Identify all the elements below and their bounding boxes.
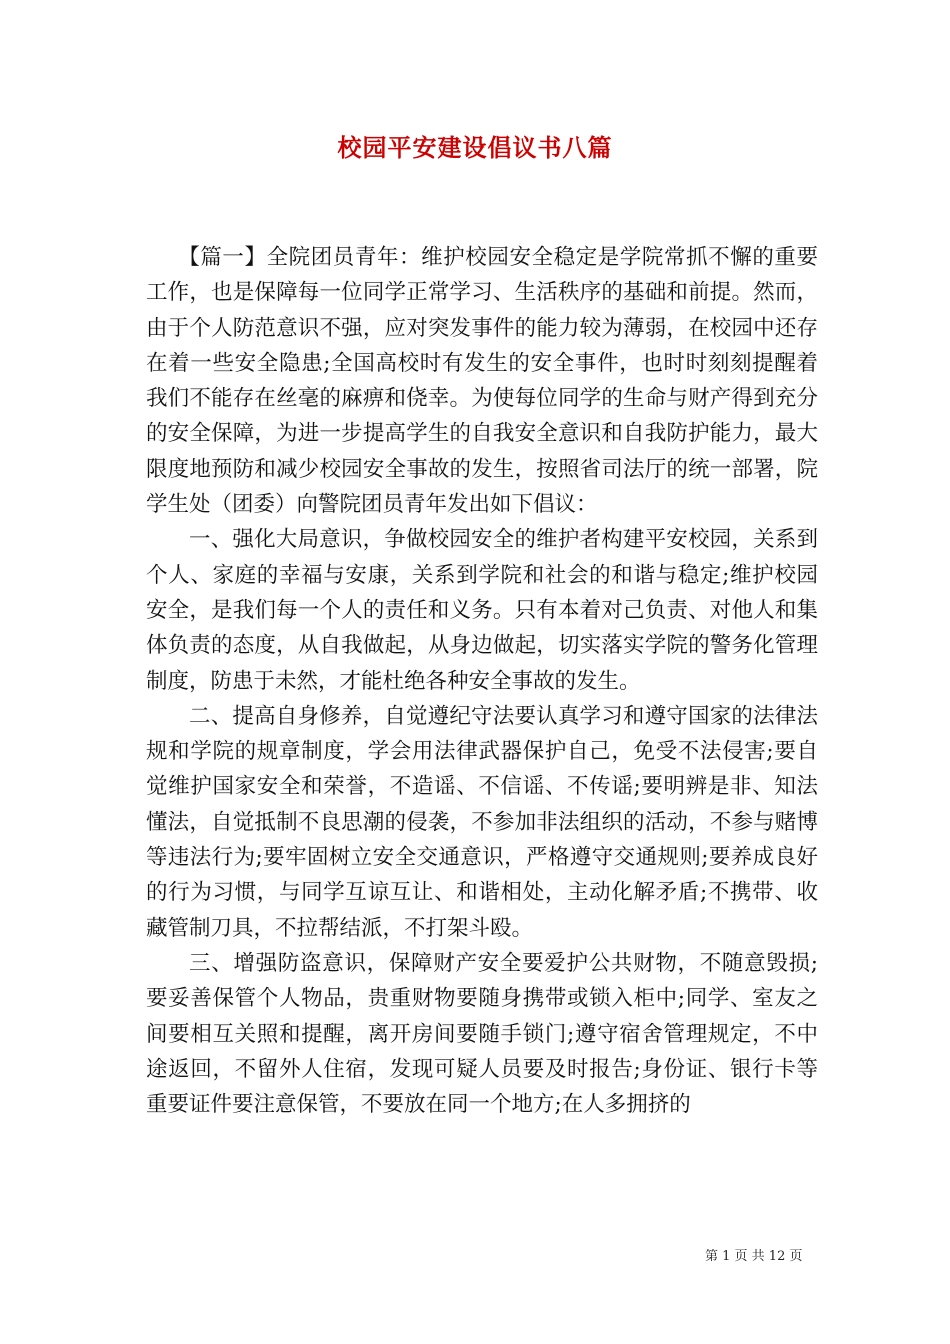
paragraph-intro: 【篇一】全院团员青年：维护校园安全稳定是学院常抓不懈的重要工作，也是保障每一位同学正常学习、生活秩序的基础和前提。然而，由于个人防范意识不强，应对突发事件的能力较为薄弱，在校园中还存在着一些安全隐患;全国高校时有发生的安全事件，也时时刻刻提醒着我们不能存在丝毫的麻痹和侥幸。为使每位同学的生命与财产得到充分的安全保障，为进一步提高学生的自我安全意识和自我防护能力，最大限度地预防和减少校园安全事故的发生，按照省司法厅的统一部署，院学生处（团委）向警院团员青年发出如下倡议： bbox=[146, 245, 818, 518]
document-title: 校园平安建设倡议书八篇 bbox=[337, 133, 613, 162]
page-number-footer: 第 1 页 共 12 页 bbox=[705, 1249, 803, 1264]
paragraph-point-two: 二、提高自身修养，自觉遵纪守法要认真学习和遵守国家的法律法规和学院的规章制度，学会用法律武器保护自己，免受不法侵害;要自觉维护国家安全和荣誉，不造谣、不信谣、不传谣;要明辨是非、知法懂法，自觉抵制不良思潮的侵袭，不参加非法组织的活动，不参与赌博等违法行为;要牢固树立安全交通意识，严格遵守交通规则;要养成良好的行为习惯，与同学互谅互让、和谐相处，主动化解矛盾;不携带、收藏管制刀具，不拉帮结派，不打架斗殴。 bbox=[146, 703, 818, 941]
paragraph-point-three: 三、增强防盗意识，保障财产安全要爱护公共财物，不随意毁损;要妥善保管个人物品，贵重财物要随身携带或锁入柜中;同学、室友之间要相互关照和提醒，离开房间要随手锁门;遵守宿舍管理规定，不中途返回，不留外人住宿，发现可疑人员要及时报告;身份证、银行卡等重要证件要注意保管，不要放在同一个地方;在人多拥挤的 bbox=[146, 950, 818, 1118]
paragraph-point-one: 一、强化大局意识，争做校园安全的维护者构建平安校园，关系到个人、家庭的幸福与安康，关系到学院和社会的和谐与稳定;维护校园安全，是我们每一个人的责任和义务。只有本着对己负责、对他人和集体负责的态度，从自我做起，从身边做起，切实落实学院的警务化管理制度，防患于未然，才能杜绝各种安全事故的发生。 bbox=[146, 527, 818, 694]
document-body bbox=[146, 240, 818, 1122]
